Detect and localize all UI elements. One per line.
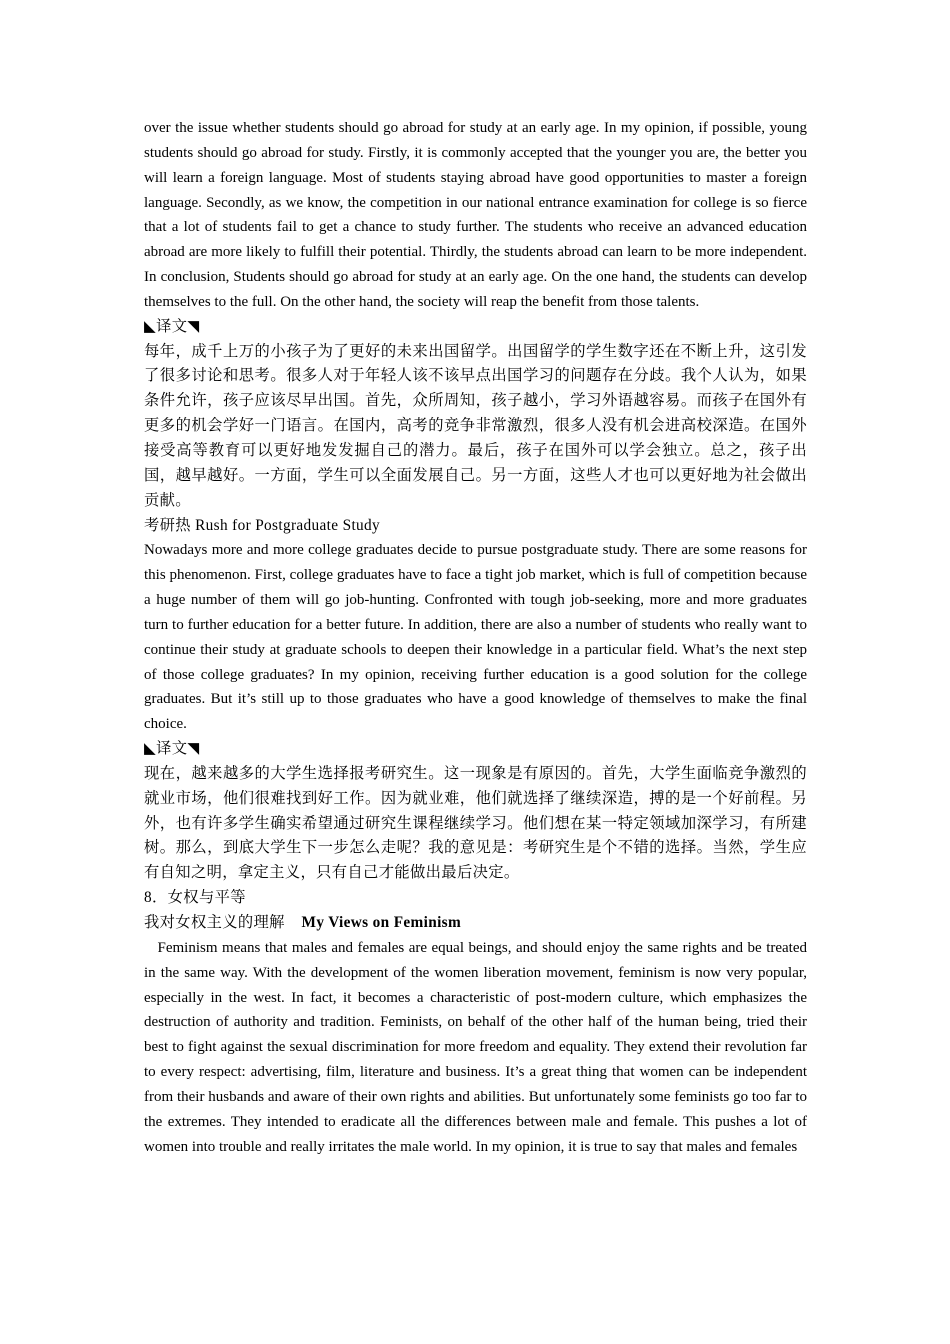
passage2-chinese: 现在，越来越多的大学生选择报考研究生。这一现象是有原因的。首先，大学生面临竞争激烈的就业市场，他们很难找到好工作。因为就业难，他们就选择了继续深造，搏的是一个好前程。另外，也有许多学生确实希望通过研究生课程继续学习。他们想在某一特定领域加深学习，有所建树。那么，到底大学生下一步怎么走呢？我的意见是：考研究生是个不错的选择。当然，学生应有自知之明，拿定主义，只有自己才能做出最后决定。 xyxy=(144,764,807,882)
document-page xyxy=(144,116,807,1159)
section8-heading: 8．女权与平等 xyxy=(144,889,246,907)
section8-english: Feminism means that males and females are equal beings, and should enjoy the same rights and be treated in the same way. With the development of the women liberation movement, feminism is now very popular, especially in the west. In fact, it becomes a characteristic of post-modern culture, which emphasizes the destruction of authority and tradition. Feminists, on behalf of the other half of the human being, tried their best to fight against the sexual discrimination for more freedom and equality. They extend their revolution far to every respect: advertising, film, literature and business. It’s a great thing that women can be independent from their husbands and aware of their own rights and abilities. But unfortunately some feminists go too far to the extremes. They intended to eradicate all the differences between male and female. This pushes a lot of women into trouble and really irritates the male world. In my opinion, it is true to say that males and females xyxy=(144,939,807,1155)
section8-title xyxy=(144,911,807,936)
section8-title-cn: 我对女权主义的理解 xyxy=(144,914,285,931)
passage2-translation-label: ◣译文◥ xyxy=(144,740,200,758)
passage1-translation-label: ◣译文◥ xyxy=(144,317,200,335)
passage1-chinese: 每年，成千上万的小孩子为了更好的未来出国留学。出国留学的学生数字还在不断上升，这引发了很多讨论和思考。很多人对于年轻人该不该早点出国学习的问题存在分歧。我个人认为，如果条件允许，孩子应该尽早出国。首先，众所周知，孩子越小，学习外语越容易。而孩子在国外有更多的机会学好一门语言。在国内，高考的竞争非常激烈，很多人没有机会进高校深造。在国外接受高等教育可以更好地发发掘自己的潜力。最后，孩子在国外可以学会独立。总之，孩子出国，越早越好。一方面，学生可以全面发展自己。另一方面，这些人才也可以更好地为社会做出贡献。 xyxy=(144,342,807,509)
passage2-title: 考研热 Rush for Postgraduate Study xyxy=(144,516,381,534)
passage1-english: over the issue whether students should go abroad for study at an early age. In my opinion, if possible, young students should go abroad for study. Firstly, it is commonly accepted that the younger you are, the better you will learn a foreign language. Most of students staying abroad have good opportunities to master a foreign language. Secondly, as we know, the competition in our national entrance examination for college is so fierce that a lot of students fail to get a chance to study further. The students who receive an advanced education abroad are more likely to fulfill their potential. Thirdly, the students abroad can learn to be more independent. In conclusion, Students should go abroad for study at an early age. On the one hand, the students can develop themselves to the full. On the other hand, the society will reap the benefit from those talents. xyxy=(144,120,807,310)
section8-title-en: My Views on Feminism xyxy=(301,914,462,931)
passage2-english: Nowadays more and more college graduates decide to pursue postgraduate study. There are some reasons for this phenomenon. First, college graduates have to face a tight job market, which is full of competition because a huge number of them will go job-hunting. Confronted with tough job-seeking, more and more graduates turn to further education for a better future. In addition, there are also a number of students who really want to continue their study at graduate schools to deepen their knowledge in a particular field. What’s the next step of those college graduates? In my opinion, receiving further education is a good solution for the college graduates. But it’s still up to those graduates who have a good knowledge of themselves to make the final choice. xyxy=(144,542,807,733)
